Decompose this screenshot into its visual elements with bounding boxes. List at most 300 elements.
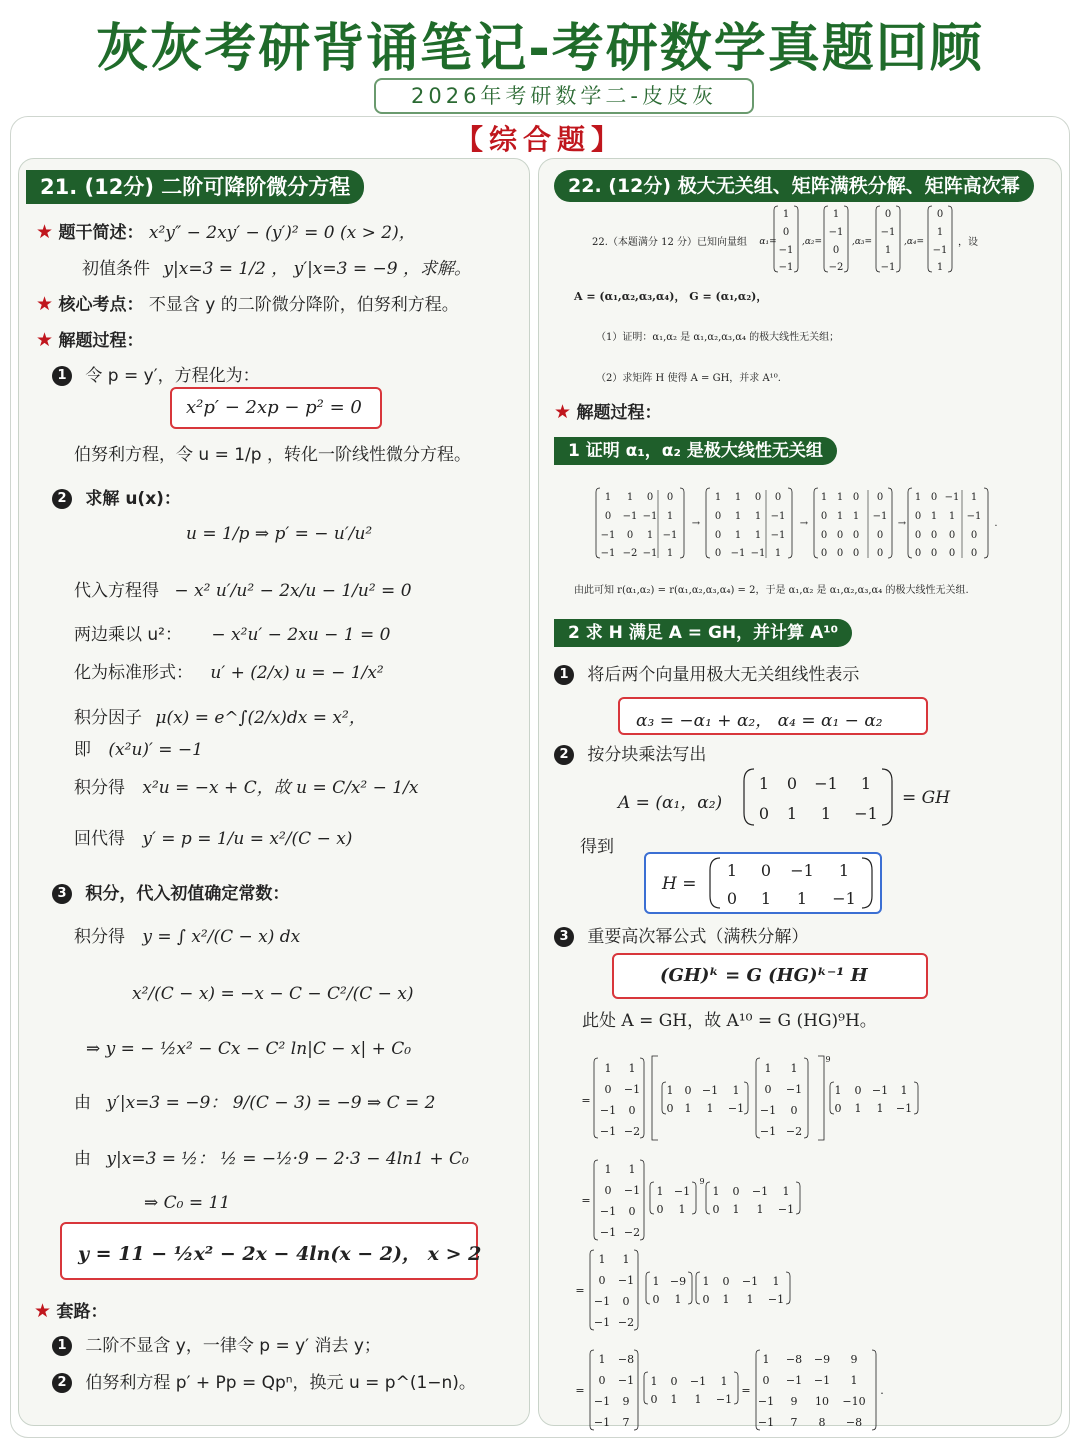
svg-text:0: 0 xyxy=(714,511,722,522)
step3-row xyxy=(52,879,289,904)
svg-text:1: 1 xyxy=(604,1062,612,1075)
svg-text:1: 1 xyxy=(646,530,654,541)
svg-text:0: 0 xyxy=(876,530,884,541)
trick2-row xyxy=(52,1368,476,1393)
star-icon: ★ xyxy=(36,221,54,243)
svg-text:1: 1 xyxy=(852,511,860,522)
c0-eq: ⇒ C₀ = 11 xyxy=(144,1193,231,1213)
svg-text:−1: −1 xyxy=(617,1274,635,1287)
svg-text:−1: −1 xyxy=(757,1395,775,1408)
svg-text:1: 1 xyxy=(746,1293,754,1306)
svg-text:1: 1 xyxy=(820,804,832,823)
svg-text:1: 1 xyxy=(712,1185,720,1198)
init-label: 初值条件 xyxy=(82,259,150,279)
s1-text: 将后两个向量用极大无关组线性表示 xyxy=(587,665,860,685)
svg-text:−1: −1 xyxy=(871,1084,889,1097)
svg-text:0: 0 xyxy=(764,1083,772,1096)
init-eq: y|x=3 = 1/2 ， y′|x=3 = −9 ，求解。 xyxy=(163,259,471,279)
s2-get: 得到 xyxy=(580,837,614,857)
trick-row xyxy=(34,1297,107,1322)
problem-q2: （2）求矩阵 H 使得 A = GH，并求 A¹⁰. xyxy=(596,373,781,384)
svg-text:1: 1 xyxy=(666,548,674,559)
svg-text:−1: −1 xyxy=(759,1125,777,1138)
svg-text:1: 1 xyxy=(762,1353,770,1366)
svg-text:1: 1 xyxy=(782,1185,790,1198)
svg-text:1: 1 xyxy=(836,511,844,522)
c1-eq: y′|x=3 = −9： 9/(C − 3) = −9 ⇒ C = 2 xyxy=(106,1093,436,1113)
svg-text:8: 8 xyxy=(818,1416,826,1429)
svg-text:−1: −1 xyxy=(777,1203,795,1216)
svg-text:1: 1 xyxy=(666,511,674,522)
svg-text:0: 0 xyxy=(832,245,840,256)
star-icon: ★ xyxy=(34,1300,52,1322)
svg-text:−1: −1 xyxy=(854,804,878,823)
svg-text:0: 0 xyxy=(762,1374,770,1387)
svg-text:−8: −8 xyxy=(617,1353,635,1366)
svg-text:−1: −1 xyxy=(778,245,794,256)
svg-text:0: 0 xyxy=(782,227,790,238)
problem-set: ，设 xyxy=(958,237,978,248)
svg-text:1: 1 xyxy=(786,804,798,823)
svg-text:1: 1 xyxy=(970,492,978,503)
answer-box xyxy=(60,1222,482,1280)
ji-eq: (x²u)′ = −1 xyxy=(108,740,203,760)
svg-text:0: 0 xyxy=(732,1185,740,1198)
svg-text:1: 1 xyxy=(854,1102,862,1115)
svg-text:−1: −1 xyxy=(701,1084,719,1097)
svg-text:−1: −1 xyxy=(593,1395,611,1408)
step3-text: 积分，代入初值确定常数： xyxy=(85,884,290,904)
problem-line2: A = (α₁,α₂,α₃,α₄)， G = (α₁,α₂)， xyxy=(574,290,768,303)
svg-text:−1: −1 xyxy=(642,511,658,522)
power-9: 9 xyxy=(825,1055,831,1064)
svg-text:−1: −1 xyxy=(600,530,616,541)
svg-text:0: 0 xyxy=(656,1203,664,1216)
svg-text:−1: −1 xyxy=(622,511,638,522)
matrix-h2 xyxy=(706,856,874,910)
int-eq: x²u = −x + C，故 u = C/x² − 1/x xyxy=(142,778,419,798)
factor-eq: μ(x) = e^∫(2/x)dx = x²， xyxy=(155,708,366,728)
num1-icon: 1 xyxy=(52,366,72,386)
svg-text:0: 0 xyxy=(702,1293,710,1306)
svg-text:0: 0 xyxy=(948,530,956,541)
svg-text:1: 1 xyxy=(604,492,612,503)
svg-text:0: 0 xyxy=(930,530,938,541)
svg-text:1: 1 xyxy=(820,492,828,503)
step1-row xyxy=(52,361,260,386)
svg-text:0: 0 xyxy=(604,1184,612,1197)
svg-text:1: 1 xyxy=(726,861,738,880)
part2-heading: 2 求 H 满足 A = GH，并计算 A¹⁰ xyxy=(554,619,852,647)
svg-text:0: 0 xyxy=(754,492,762,503)
problem-intro: 22.（本题满分 12 分）已知向量组 xyxy=(592,237,747,248)
s3-frac: x²/(C − x) = −x − C − C²/(C − x) xyxy=(132,984,414,1004)
svg-text:−1: −1 xyxy=(599,1205,617,1218)
c2-row xyxy=(74,1144,469,1169)
core-text: 不显含 y 的二阶微分降阶，伯努利方程。 xyxy=(148,295,459,315)
svg-text:,α₄=: ,α₄= xyxy=(903,237,925,247)
svg-text:1: 1 xyxy=(836,492,844,503)
num3-icon: 3 xyxy=(554,927,574,947)
svg-text:−8: −8 xyxy=(785,1353,803,1366)
svg-text:−1: −1 xyxy=(599,1226,617,1239)
svg-text:1: 1 xyxy=(936,227,944,238)
step2-text: 求解 u(x)： xyxy=(85,489,181,509)
svg-text:α₁=: α₁= xyxy=(759,237,777,247)
svg-text:1: 1 xyxy=(714,492,722,503)
svg-text:0: 0 xyxy=(598,1374,606,1387)
svg-text:−1: −1 xyxy=(689,1375,707,1388)
svg-text:0: 0 xyxy=(758,804,770,823)
svg-text:−1: −1 xyxy=(778,262,794,273)
svg-text:1: 1 xyxy=(948,511,956,522)
svg-text:1: 1 xyxy=(758,774,770,793)
star-icon: ★ xyxy=(554,401,572,423)
svg-text:=: = xyxy=(581,1094,591,1107)
svg-text:1: 1 xyxy=(720,1375,728,1388)
svg-text:1: 1 xyxy=(796,889,808,908)
brief-eq: x²y″ − 2xy′ − (y′)² = 0 (x > 2)， xyxy=(148,223,416,243)
vector-set xyxy=(759,202,978,276)
r-process-row xyxy=(554,398,661,423)
svg-text:0: 0 xyxy=(936,209,944,220)
svg-text:1: 1 xyxy=(764,1062,772,1075)
svg-text:1: 1 xyxy=(734,511,742,522)
svg-text:−9: −9 xyxy=(813,1353,831,1366)
svg-text:0: 0 xyxy=(604,1083,612,1096)
row-reduction xyxy=(592,484,1002,564)
s3int-eq: y = ∫ x²/(C − x) dx xyxy=(142,927,301,947)
svg-text:9: 9 xyxy=(850,1353,858,1366)
answer-eq: y = 11 − ½x² − 2x − 4ln(x − 2)， x > 2 xyxy=(78,1243,482,1265)
svg-text:=: = xyxy=(741,1384,751,1397)
svg-text:9: 9 xyxy=(622,1395,630,1408)
s2-row xyxy=(554,740,706,765)
svg-text:−1: −1 xyxy=(623,1083,641,1096)
svg-text:0: 0 xyxy=(622,1295,630,1308)
svg-text:0: 0 xyxy=(628,1104,636,1117)
svg-text:−1: −1 xyxy=(770,511,786,522)
svg-text:1: 1 xyxy=(850,1374,858,1387)
svg-text:−1: −1 xyxy=(599,1104,617,1117)
svg-text:1: 1 xyxy=(832,209,840,220)
s3-box xyxy=(612,953,928,999)
svg-text:0: 0 xyxy=(722,1275,730,1288)
svg-text:−1: −1 xyxy=(880,262,896,273)
svg-text:1: 1 xyxy=(598,1253,606,1266)
svg-text:−1: −1 xyxy=(642,548,658,559)
svg-text:0: 0 xyxy=(646,492,654,503)
svg-text:1: 1 xyxy=(782,209,790,220)
svg-text:1: 1 xyxy=(900,1084,908,1097)
svg-text:−1: −1 xyxy=(623,1184,641,1197)
back-row xyxy=(74,824,352,849)
svg-text:−1: −1 xyxy=(617,1374,635,1387)
svg-text:1: 1 xyxy=(756,1203,764,1216)
step1-box-eq: x²p′ − 2xp − p² = 0 xyxy=(186,397,362,418)
brief-label: 题干简述： xyxy=(58,223,144,243)
svg-text:1: 1 xyxy=(598,1353,606,1366)
svg-text:=: = xyxy=(575,1284,585,1297)
svg-text:−1: −1 xyxy=(715,1393,733,1406)
section-title: 【综合题】 xyxy=(454,123,625,156)
std-eq: u′ + (2/x) u = − 1/x² xyxy=(210,663,384,683)
num1-icon: 1 xyxy=(52,1336,72,1356)
int-row xyxy=(74,773,418,798)
svg-text:0: 0 xyxy=(876,548,884,559)
back-label: 回代得 xyxy=(74,829,125,849)
svg-text:0: 0 xyxy=(852,548,860,559)
mul-row xyxy=(74,620,390,645)
svg-text:1: 1 xyxy=(754,511,762,522)
svg-text:−1: −1 xyxy=(662,530,678,541)
svg-text:7: 7 xyxy=(622,1416,630,1429)
svg-text:1: 1 xyxy=(914,492,922,503)
svg-text:−1: −1 xyxy=(757,1416,775,1429)
svg-text:−1: −1 xyxy=(600,548,616,559)
num2-icon: 2 xyxy=(52,1373,72,1393)
svg-text:0: 0 xyxy=(930,548,938,559)
svg-text:0: 0 xyxy=(684,1084,692,1097)
svg-text:1: 1 xyxy=(838,861,850,880)
svg-text:1: 1 xyxy=(834,1084,842,1097)
svg-text:0: 0 xyxy=(714,530,722,541)
svg-text:−1: −1 xyxy=(593,1316,611,1329)
c2-label: 由 xyxy=(74,1149,91,1169)
svg-text:1: 1 xyxy=(876,1102,884,1115)
power-line3 xyxy=(572,1246,802,1334)
svg-text:0: 0 xyxy=(598,1274,606,1287)
svg-text:−1: −1 xyxy=(750,548,766,559)
svg-text:−1: −1 xyxy=(785,1083,803,1096)
process-row xyxy=(36,326,143,351)
trick-label: 套路： xyxy=(56,1302,108,1322)
svg-text:1: 1 xyxy=(650,1375,658,1388)
svg-text:1: 1 xyxy=(930,511,938,522)
svg-text:0: 0 xyxy=(884,209,892,220)
svg-text:1: 1 xyxy=(722,1293,730,1306)
part1-heading: 1 证明 α₁，α₂ 是极大线性无关组 xyxy=(554,437,837,465)
core-row xyxy=(36,290,459,315)
star-icon: ★ xyxy=(36,329,54,351)
s3-row xyxy=(554,922,808,947)
svg-text:0: 0 xyxy=(714,548,722,559)
svg-text:−1: −1 xyxy=(828,227,844,238)
svg-text:0: 0 xyxy=(650,1393,658,1406)
svg-text:0: 0 xyxy=(914,548,922,559)
svg-text:0: 0 xyxy=(914,511,922,522)
svg-text:0: 0 xyxy=(726,889,738,908)
svg-text:1: 1 xyxy=(732,1084,740,1097)
arrow-icon: → xyxy=(691,518,701,529)
power-line2 xyxy=(578,1156,808,1244)
svg-text:−2: −2 xyxy=(623,1226,641,1239)
svg-text:1: 1 xyxy=(622,1253,630,1266)
std-label: 化为标准形式： xyxy=(74,663,193,683)
factor-row xyxy=(74,703,366,728)
svg-text:−1: −1 xyxy=(814,774,838,793)
step2-eq1: u = 1/p ⇒ p′ = − u′/u² xyxy=(186,524,373,544)
s2-eq-right: = GH xyxy=(902,788,951,808)
r-process-label: 解题过程： xyxy=(576,403,662,423)
svg-text:0: 0 xyxy=(820,511,828,522)
c1-row xyxy=(74,1088,435,1113)
svg-text:0: 0 xyxy=(652,1293,660,1306)
svg-text:0: 0 xyxy=(820,548,828,559)
svg-text:−1: −1 xyxy=(813,1374,831,1387)
s3-res: ⇒ y = − ½x² − Cx − C² ln|C − x| + C₀ xyxy=(86,1039,412,1059)
svg-text:1: 1 xyxy=(626,492,634,503)
svg-text:1: 1 xyxy=(702,1275,710,1288)
svg-text:0: 0 xyxy=(712,1203,720,1216)
trick1-text: 二阶不显含 y，一律令 p = y′ 消去 y； xyxy=(85,1336,381,1356)
arrow-icon: → xyxy=(799,518,809,529)
c2-eq: y|x=3 = ½： ½ = −½·9 − 2·3 − 4ln1 + C₀ xyxy=(106,1149,469,1169)
matrix-h1 xyxy=(740,765,896,829)
num1-icon: 1 xyxy=(554,665,574,685)
svg-text:1: 1 xyxy=(678,1203,686,1216)
sub-label: 代入方程得 xyxy=(74,581,159,601)
page-title: 灰灰考研背诵笔记-考研数学真题回顾 xyxy=(96,19,984,79)
svg-text:0: 0 xyxy=(852,492,860,503)
svg-text:1: 1 xyxy=(772,1275,780,1288)
svg-text:0: 0 xyxy=(670,1375,678,1388)
factor-label: 积分因子 xyxy=(74,708,142,728)
svg-text:0: 0 xyxy=(836,548,844,559)
svg-text:−2: −2 xyxy=(617,1316,635,1329)
svg-text:1: 1 xyxy=(734,530,742,541)
svg-text:1: 1 xyxy=(936,262,944,273)
svg-text:−1: −1 xyxy=(832,889,856,908)
trick1-row xyxy=(52,1331,381,1356)
svg-text:−2: −2 xyxy=(828,262,844,273)
step1-text: 令 p = y′，方程化为： xyxy=(85,366,260,386)
svg-text:=: = xyxy=(581,1194,591,1207)
svg-text:1: 1 xyxy=(694,1393,702,1406)
svg-text:.: . xyxy=(994,518,998,529)
star-icon: ★ xyxy=(36,293,54,315)
s2-eq-left: A = (α₁，α₂) xyxy=(618,793,723,813)
q21-heading: 21. (12分) 二阶可降阶微分方程 xyxy=(26,170,364,204)
svg-text:1: 1 xyxy=(674,1293,682,1306)
svg-text:1: 1 xyxy=(860,774,872,793)
svg-text:−1: −1 xyxy=(944,492,960,503)
svg-text:1: 1 xyxy=(732,1203,740,1216)
svg-text:−1: −1 xyxy=(767,1293,785,1306)
svg-text:−1: −1 xyxy=(741,1275,759,1288)
svg-text:0: 0 xyxy=(948,548,956,559)
svg-text:0: 0 xyxy=(970,548,978,559)
s1-box xyxy=(618,697,928,735)
svg-text:−1: −1 xyxy=(593,1416,611,1429)
svg-text:−1: −1 xyxy=(751,1185,769,1198)
svg-text:0: 0 xyxy=(604,511,612,522)
svg-text:1: 1 xyxy=(666,1084,674,1097)
mul-eq: − x²u′ − 2xu − 1 = 0 xyxy=(211,625,391,645)
svg-text:0: 0 xyxy=(854,1084,862,1097)
back-eq: y′ = p = 1/u = x²/(C − x) xyxy=(142,829,353,849)
h-box xyxy=(644,852,882,914)
svg-text:−1: −1 xyxy=(895,1102,913,1115)
svg-text:−1: −1 xyxy=(673,1185,691,1198)
svg-text:0: 0 xyxy=(790,1104,798,1117)
step1-note: 伯努利方程，令 u = 1/p ，转化一阶线性微分方程。 xyxy=(74,445,471,465)
svg-text:−1: −1 xyxy=(790,861,814,880)
process-label: 解题过程： xyxy=(58,331,144,351)
power-line4 xyxy=(572,1346,892,1434)
svg-text:0: 0 xyxy=(626,530,634,541)
svg-text:0: 0 xyxy=(914,530,922,541)
svg-text:,α₃=: ,α₃= xyxy=(851,237,873,247)
power-line1 xyxy=(578,1052,938,1144)
s3int-row xyxy=(74,922,300,947)
ji-row xyxy=(74,735,203,760)
s3-note: 此处 A = GH，故 A¹⁰ = G (HG)⁹H。 xyxy=(582,1011,877,1031)
svg-text:=: = xyxy=(575,1384,585,1397)
power-9: 9 xyxy=(699,1177,705,1186)
num2-icon: 2 xyxy=(52,489,72,509)
svg-text:−1: −1 xyxy=(730,548,746,559)
svg-text:0: 0 xyxy=(970,530,978,541)
svg-text:1: 1 xyxy=(706,1102,714,1115)
svg-text:−1: −1 xyxy=(966,511,982,522)
s3-box-eq: (GH)ᵏ = G (HG)ᵏ⁻¹ H xyxy=(660,965,868,986)
s2-text: 按分块乘法写出 xyxy=(587,745,707,765)
svg-text:−1: −1 xyxy=(727,1102,745,1115)
svg-text:10: 10 xyxy=(815,1395,829,1408)
svg-text:.: . xyxy=(880,1384,884,1397)
svg-text:1: 1 xyxy=(790,1062,798,1075)
svg-text:−10: −10 xyxy=(842,1395,866,1408)
q22-heading: 22. (12分) 极大无关组、矩阵满秩分解、矩阵高次幂 xyxy=(554,170,1034,202)
svg-text:−1: −1 xyxy=(593,1295,611,1308)
step2-row xyxy=(52,484,181,509)
svg-text:0: 0 xyxy=(834,1102,842,1115)
svg-text:9: 9 xyxy=(790,1395,798,1408)
svg-text:,α₂=: ,α₂= xyxy=(801,237,823,247)
svg-text:0: 0 xyxy=(628,1205,636,1218)
svg-text:−1: −1 xyxy=(759,1104,777,1117)
svg-text:1: 1 xyxy=(628,1062,636,1075)
svg-text:0: 0 xyxy=(852,530,860,541)
svg-text:−2: −2 xyxy=(785,1125,803,1138)
sub-eq: − x² u′/u² − 2x/u − 1/u² = 0 xyxy=(174,581,412,601)
c1-label: 由 xyxy=(74,1093,91,1113)
svg-text:−1: −1 xyxy=(599,1125,617,1138)
s3int-label: 积分得 xyxy=(74,927,125,947)
s1-box-eq: α₃ = −α₁ + α₂， α₄ = α₁ − α₂ xyxy=(636,711,883,731)
svg-text:0: 0 xyxy=(666,492,674,503)
svg-text:1: 1 xyxy=(684,1102,692,1115)
svg-text:−2: −2 xyxy=(622,548,638,559)
init-row xyxy=(82,254,471,279)
num3-icon: 3 xyxy=(52,884,72,904)
svg-text:1: 1 xyxy=(774,548,782,559)
svg-text:0: 0 xyxy=(876,492,884,503)
page-subtitle: 2026年考研数学二-皮皮灰 xyxy=(374,78,754,114)
std-row xyxy=(74,658,384,683)
svg-text:1: 1 xyxy=(604,1163,612,1176)
svg-text:1: 1 xyxy=(670,1393,678,1406)
arrow-icon: → xyxy=(897,518,907,529)
mul-label: 两边乘以 u²： xyxy=(74,625,182,645)
svg-text:0: 0 xyxy=(760,861,772,880)
core-label: 核心考点： xyxy=(58,295,144,315)
svg-text:−2: −2 xyxy=(623,1125,641,1138)
svg-text:1: 1 xyxy=(656,1185,664,1198)
svg-text:−1: −1 xyxy=(785,1374,803,1387)
svg-text:−1: −1 xyxy=(770,530,786,541)
